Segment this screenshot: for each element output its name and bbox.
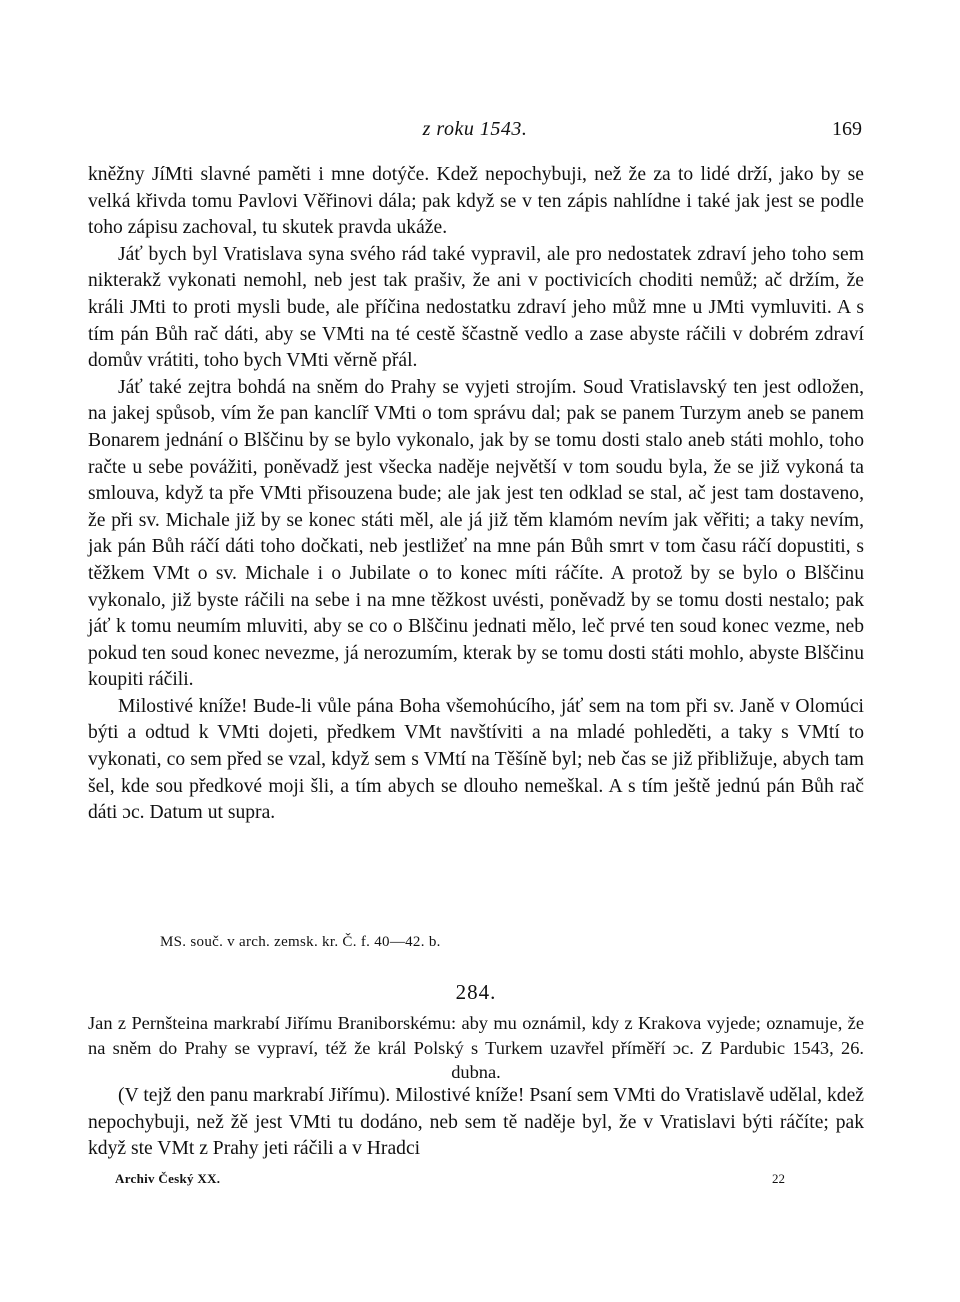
running-head (88, 118, 862, 146)
page-footer (115, 1171, 785, 1191)
summary-text: Jan z Pernšteina markrabí Jiřímu Braniborskému: aby mu oznámil, kdy z Krakova vyjede; oznamuje, že na sněm do Prahy se vypraví, též že král Polský s Turkem uzavřel příměří ɔc. Z Pardubic 1543, 26. dubna. (88, 1013, 864, 1082)
paragraph: (V tejž den panu markrabí Jiřímu). Milostivé kníže! Psaní sem VMti do Vratislavě udělal, kdež nepochybuji, než žě jest VMti tu dodáno, neb sem tě naděje byl, že v Vratislavi býti ráčíte; pak když ste VMt z Prahy jeti ráčili a v Hradci (88, 1085, 864, 1160)
running-title: z roku 1543. (422, 118, 528, 140)
footer-signature: Archiv Český XX. (115, 1171, 221, 1186)
paragraph: kněžny JíMti slavné paměti i mne dotýče. Kdež nepochybuji, než že za to lidé drží, jako by se velká křivda tomu Pavlovi Věřinovi dála; pak když se v ten zápis nahlídne i také jak jest se podle toho zápisu zachoval, tu skutek pravda ukáže. (88, 164, 864, 239)
document-number: 284. (455, 980, 497, 1004)
letter-text (88, 1083, 864, 1163)
letter-body (88, 162, 864, 827)
sheet-number: 22 (772, 1171, 785, 1186)
page-number: 169 (832, 118, 862, 140)
paragraph: Jáť také zejtra bohdá na sněm do Prahy se vyjeti strojím. Soud Vratislavský ten jest odložen, na jakej spůsob, vím že pan kanclíř VMti o tom správu dal; pak se panem Turzym aneb se panem Bonarem jednání o Blščinu by se bylo vykonalo, jak by se tomu dosti stalo aneb státi mohlo, toho račte u sebe povážiti, poněvadž jest všecka naděje největší v tom soudu byla, že se již vykoná ta smlouva, když ta pře VMti přisouzena bude; ale jak jest ten odklad se stal, ač jest tam dostaveno, že při sv. Michale již by se konec státi měl, ale já již těm klamóm nevím jak věřiti; a taky nevím, jak pán Bůh ráčí dáti toho dočkati, neb jestližeť na mne pán Bůh smrt v tom času ráčí dopustiti, s těžkem VMt o sv. Michale i o Jubilate o to konec míti ráčíte. A protož by se bylo o Blščinu vykonalo, již byste ráčili na sebe i na mne těžkost uvésti, poněvadž by se tomu dosti nestalo; pak jáť k tomu neumím mluviti, aby se co o Blščinu jednati mělo, leč prvé ten soud konec vezme, neb pokud ten soud konec nevezme, já nerozumím, kterak by se tomu dosti státi mohlo, abyste Blščinu koupiti ráčili. (88, 376, 864, 691)
paragraph: Jáť bych byl Vratislava syna svého rád také vypravil, ale pro nedostatek zdraví jeho toho sem nikterakž vykonati nemohl, neb jest tak prašiv, že ani v poctivicích choditi nemůž; ač držím, že králi JMti to proti mysli bude, ale příčina nedostatku zdraví jeho můž mne u JMti vymluviti. A s tím pán Bůh rač dáti, aby se VMti na té cestě ščastně vedlo a zase abyste ráčili v dobrém zdraví domův vrátiti, toho bych VMti věrně přál. (88, 243, 864, 372)
document-summary (88, 1011, 864, 1085)
archival-note: MS. souč. v arch. zemsk. kr. Č. f. 40—42. b. (160, 934, 441, 950)
paragraph: Milostivé kníže! Bude-li vůle pána Boha všemohúcího, jáť sem na tom při sv. Janě v Olomúci býti a odtud k VMti dojeti, předkem VMt navštíviti a na mladé pohleděti, a taky s VMtí to vykonati, co sem před se vzal, když sem s VMtí na Těšíně byl; neb čas se již přibližuje, abych tam šel, kde sou předkové moji šli, a tím abych se dlouho nemeškal. A s tím ještě jednú pán Bůh rač dáti ɔc. Datum ut supra. (88, 695, 864, 824)
